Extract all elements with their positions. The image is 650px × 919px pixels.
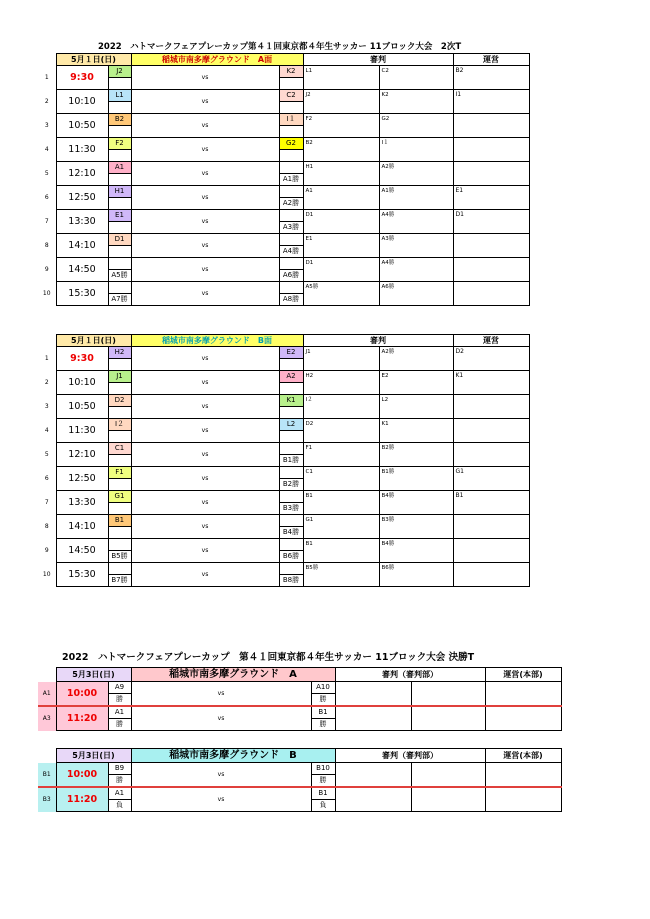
referee-1 — [335, 682, 411, 707]
vs-label: vs — [131, 186, 279, 210]
referee-2 — [411, 763, 485, 788]
referee-header: 審判 — [303, 335, 453, 347]
management-header: 運営(本部) — [485, 749, 561, 763]
referee-2 — [411, 787, 485, 812]
management-header: 運営(本部) — [485, 668, 561, 682]
away-team-winner — [279, 102, 303, 114]
ground-name: 稲城市南多摩グラウンド B面 — [131, 335, 303, 347]
ground-name: 稲城市南多摩グラウンド A面 — [131, 54, 303, 66]
match-row — [38, 347, 529, 359]
home-team-winner — [108, 126, 131, 138]
referee-2 — [411, 706, 485, 731]
away-team-winner: B2勝 — [279, 479, 303, 491]
home-slot: A1 — [108, 787, 131, 800]
management-team — [453, 282, 529, 306]
vs-label: vs — [131, 162, 279, 186]
management-team — [453, 515, 529, 539]
vs-label: vs — [131, 371, 279, 395]
away-team — [279, 282, 303, 294]
away-team — [279, 515, 303, 527]
referee-1: C1 — [303, 467, 379, 491]
home-team: I２ — [108, 419, 131, 431]
match-number: 1 — [44, 74, 49, 81]
match-number: 7 — [44, 218, 49, 225]
page-title-group-stage: 2022 ハトマークフェアプレーカップ第４１回東京都４年生サッカー 11ブロック大会 2次T — [98, 42, 462, 52]
vs-label: vs — [131, 467, 279, 491]
away-team-winner: A3勝 — [279, 222, 303, 234]
match-row — [38, 258, 529, 270]
home-team-winner — [108, 479, 131, 491]
management-team — [453, 563, 529, 587]
management-team — [485, 682, 561, 707]
match-row — [38, 162, 529, 174]
row-number-spacer — [38, 54, 56, 66]
away-team-winner: B8勝 — [279, 575, 303, 587]
away-team-winner: A6勝 — [279, 270, 303, 282]
home-team: B2 — [108, 114, 131, 126]
home-team — [108, 258, 131, 270]
kickoff-time: 15:30 — [56, 563, 108, 587]
kickoff-time: 10:00 — [56, 763, 108, 788]
away-team: L2 — [279, 419, 303, 431]
kickoff-time: 10:10 — [56, 371, 108, 395]
kickoff-time: 14:50 — [56, 539, 108, 563]
referee-1: H2 — [303, 371, 379, 395]
management-team — [485, 787, 561, 812]
referee-2: B3勝 — [379, 515, 453, 539]
match-code: B3 — [38, 787, 56, 812]
away-team: E2 — [279, 347, 303, 359]
management-team: G1 — [453, 467, 529, 491]
away-team — [279, 186, 303, 198]
match-row — [38, 371, 529, 383]
management-team: B1 — [453, 491, 529, 515]
row-number-spacer — [38, 335, 56, 347]
row-number-spacer — [38, 668, 56, 682]
match-row — [38, 419, 529, 431]
vs-label: vs — [131, 491, 279, 515]
away-result: 勝 — [311, 694, 335, 707]
management-team — [485, 706, 561, 731]
vs-label: vs — [131, 210, 279, 234]
match-row — [38, 66, 529, 78]
management-team: K1 — [453, 371, 529, 395]
referee-header: 審判 — [303, 54, 453, 66]
away-team-winner: B1勝 — [279, 455, 303, 467]
vs-label: vs — [131, 763, 311, 788]
match-number: 10 — [42, 290, 51, 297]
management-team: D2 — [453, 347, 529, 371]
home-team — [108, 282, 131, 294]
referee-1: F2 — [303, 114, 379, 138]
away-team — [279, 162, 303, 174]
away-result: 勝 — [311, 719, 335, 731]
vs-label: vs — [131, 66, 279, 90]
referee-2: K2 — [379, 90, 453, 114]
management-header: 運営 — [453, 54, 529, 66]
referee-1: J2 — [303, 90, 379, 114]
home-team: L1 — [108, 90, 131, 102]
match-number: 6 — [44, 194, 49, 201]
away-team — [279, 539, 303, 551]
match-row — [38, 515, 529, 527]
home-team: J2 — [108, 66, 131, 78]
home-team: E1 — [108, 210, 131, 222]
management-team: I1 — [453, 90, 529, 114]
match-date: 5月１日(日) — [56, 335, 131, 347]
home-team — [108, 539, 131, 551]
management-team — [453, 138, 529, 162]
kickoff-time: 12:10 — [56, 162, 108, 186]
kickoff-time: 10:50 — [56, 395, 108, 419]
kickoff-time: 15:30 — [56, 282, 108, 306]
away-slot: B1 — [311, 706, 335, 719]
away-team-winner: B3勝 — [279, 503, 303, 515]
kickoff-time: 13:30 — [56, 491, 108, 515]
referee-1: D1 — [303, 258, 379, 282]
kickoff-time: 12:50 — [56, 186, 108, 210]
match-number: 5 — [44, 170, 49, 177]
away-team-winner — [279, 150, 303, 162]
home-team: G1 — [108, 491, 131, 503]
match-number: 3 — [44, 122, 49, 129]
kickoff-time: 14:10 — [56, 515, 108, 539]
home-team-winner — [108, 503, 131, 515]
match-date: 5月3日(日) — [56, 668, 131, 682]
home-result: 勝 — [108, 775, 131, 788]
away-slot: A10 — [311, 682, 335, 694]
home-result: 勝 — [108, 719, 131, 731]
away-team-winner: A8勝 — [279, 294, 303, 306]
match-number: 7 — [44, 499, 49, 506]
match-row — [38, 539, 529, 551]
referee-1 — [335, 763, 411, 788]
kickoff-time: 11:20 — [56, 706, 108, 731]
referee-2: B4勝 — [379, 491, 453, 515]
kickoff-time: 11:20 — [56, 787, 108, 812]
management-team: E1 — [453, 186, 529, 210]
kickoff-time: 9:30 — [56, 66, 108, 90]
home-team: B1 — [108, 515, 131, 527]
referee-2: K1 — [379, 419, 453, 443]
match-number: 2 — [44, 98, 49, 105]
home-team-winner — [108, 455, 131, 467]
management-team — [453, 258, 529, 282]
kickoff-time: 14:50 — [56, 258, 108, 282]
page-title-finals: 2022 ハトマークフェアプレーカップ 第４１回東京都４年生サッカー 11ブロック大会 決勝T — [62, 652, 475, 663]
kickoff-time: 12:10 — [56, 443, 108, 467]
management-team — [453, 419, 529, 443]
referee-1: A1 — [303, 186, 379, 210]
match-row — [38, 90, 529, 102]
vs-label: vs — [131, 347, 279, 371]
management-team — [453, 114, 529, 138]
kickoff-time: 11:30 — [56, 138, 108, 162]
match-row — [38, 138, 529, 150]
vs-label: vs — [131, 539, 279, 563]
away-team — [279, 563, 303, 575]
match-row — [38, 491, 529, 503]
ground-name: 稲城市南多摩グラウンド B — [131, 749, 335, 763]
vs-label: vs — [131, 706, 311, 731]
referee-1: F1 — [303, 443, 379, 467]
referee-1: B5勝 — [303, 563, 379, 587]
away-team-winner: A4勝 — [279, 246, 303, 258]
home-team — [108, 563, 131, 575]
management-team — [453, 395, 529, 419]
vs-label: vs — [131, 563, 279, 587]
away-team-winner — [279, 431, 303, 443]
match-number: 2 — [44, 379, 49, 386]
home-slot: A9 — [108, 682, 131, 694]
kickoff-time: 13:30 — [56, 210, 108, 234]
match-row — [38, 186, 529, 198]
home-team-winner — [108, 246, 131, 258]
match-number: 10 — [42, 571, 51, 578]
vs-label: vs — [131, 443, 279, 467]
management-team: D1 — [453, 210, 529, 234]
away-team: G2 — [279, 138, 303, 150]
referee-1: J1 — [303, 347, 379, 371]
referee-2: B1勝 — [379, 467, 453, 491]
vs-label: vs — [131, 787, 311, 812]
referee-1: E1 — [303, 234, 379, 258]
vs-label: vs — [131, 515, 279, 539]
vs-label: vs — [131, 138, 279, 162]
referee-2: A1勝 — [379, 186, 453, 210]
management-team — [453, 539, 529, 563]
schedule-table-ground-b — [38, 334, 530, 587]
home-team-winner — [108, 222, 131, 234]
match-number: 4 — [44, 146, 49, 153]
home-team-winner — [108, 198, 131, 210]
referee-1: H1 — [303, 162, 379, 186]
match-date: 5月１日(日) — [56, 54, 131, 66]
away-team — [279, 491, 303, 503]
referee-header: 審判（審判部） — [335, 668, 485, 682]
match-number: 4 — [44, 427, 49, 434]
finals-table-ground-b — [38, 748, 562, 812]
match-row — [38, 395, 529, 407]
home-slot: B9 — [108, 763, 131, 775]
match-number: 5 — [44, 451, 49, 458]
home-team-winner — [108, 150, 131, 162]
home-result: 負 — [108, 800, 131, 812]
management-team — [453, 162, 529, 186]
referee-2: A2勝 — [379, 162, 453, 186]
referee-2: A3勝 — [379, 234, 453, 258]
home-team-winner — [108, 407, 131, 419]
ground-name: 稲城市南多摩グラウンド A — [131, 668, 335, 682]
match-code: A3 — [38, 706, 56, 731]
referee-1: B1 — [303, 539, 379, 563]
referee-1 — [335, 706, 411, 731]
home-team: F1 — [108, 467, 131, 479]
referee-header: 審判（審判部） — [335, 749, 485, 763]
finals-table-ground-a — [38, 667, 562, 731]
home-team-winner — [108, 102, 131, 114]
kickoff-time: 11:30 — [56, 419, 108, 443]
referee-1: B2 — [303, 138, 379, 162]
referee-1 — [335, 787, 411, 812]
home-team-winner: A7勝 — [108, 294, 131, 306]
match-row — [38, 114, 529, 126]
match-row — [38, 467, 529, 479]
match-number: 6 — [44, 475, 49, 482]
away-slot: B1 — [311, 787, 335, 800]
match-number: 8 — [44, 523, 49, 530]
away-team-winner: B6勝 — [279, 551, 303, 563]
home-team: H2 — [108, 347, 131, 359]
referee-2: L2 — [379, 395, 453, 419]
home-team-winner — [108, 383, 131, 395]
referee-1: G1 — [303, 515, 379, 539]
referee-2: B6勝 — [379, 563, 453, 587]
kickoff-time: 12:50 — [56, 467, 108, 491]
vs-label: vs — [131, 114, 279, 138]
referee-1: B1 — [303, 491, 379, 515]
away-team — [279, 443, 303, 455]
home-team: F2 — [108, 138, 131, 150]
home-result: 勝 — [108, 694, 131, 707]
management-header: 運営 — [453, 335, 529, 347]
home-team: D1 — [108, 234, 131, 246]
referee-2: A4勝 — [379, 210, 453, 234]
away-team: I１ — [279, 114, 303, 126]
schedule-table-ground-a — [38, 53, 530, 306]
home-slot: A1 — [108, 706, 131, 719]
away-team-winner: A2勝 — [279, 198, 303, 210]
management-team — [453, 443, 529, 467]
vs-label: vs — [131, 419, 279, 443]
away-team — [279, 258, 303, 270]
kickoff-time: 10:10 — [56, 90, 108, 114]
home-team-winner — [108, 431, 131, 443]
away-team-winner — [279, 383, 303, 395]
home-team-winner — [108, 174, 131, 186]
away-result: 負 — [311, 800, 335, 812]
management-team — [485, 763, 561, 788]
away-team — [279, 467, 303, 479]
referee-2: C2 — [379, 66, 453, 90]
vs-label: vs — [131, 234, 279, 258]
vs-label: vs — [131, 282, 279, 306]
home-team-winner: B7勝 — [108, 575, 131, 587]
referee-2: A4勝 — [379, 258, 453, 282]
away-result: 勝 — [311, 775, 335, 788]
away-team-winner: A1勝 — [279, 174, 303, 186]
home-team-winner — [108, 527, 131, 539]
match-number: 3 — [44, 403, 49, 410]
home-team: J1 — [108, 371, 131, 383]
referee-1: L1 — [303, 66, 379, 90]
home-team-winner — [108, 359, 131, 371]
referee-1: A5勝 — [303, 282, 379, 306]
management-team — [453, 234, 529, 258]
away-team: A2 — [279, 371, 303, 383]
match-number: 9 — [44, 266, 49, 273]
kickoff-time: 14:10 — [56, 234, 108, 258]
referee-2: I１ — [379, 138, 453, 162]
kickoff-time: 9:30 — [56, 347, 108, 371]
match-number: 8 — [44, 242, 49, 249]
referee-2: A6勝 — [379, 282, 453, 306]
match-row — [38, 563, 529, 575]
away-team-winner — [279, 359, 303, 371]
away-team-winner — [279, 78, 303, 90]
away-team-winner: B4勝 — [279, 527, 303, 539]
vs-label: vs — [131, 395, 279, 419]
referee-1: D2 — [303, 419, 379, 443]
row-number-spacer — [38, 749, 56, 763]
kickoff-time: 10:00 — [56, 682, 108, 707]
match-row — [38, 210, 529, 222]
match-code: B1 — [38, 763, 56, 788]
referee-2: G2 — [379, 114, 453, 138]
match-row — [38, 282, 529, 294]
home-team-winner: B5勝 — [108, 551, 131, 563]
away-team — [279, 210, 303, 222]
away-team: C2 — [279, 90, 303, 102]
away-slot: B10 — [311, 763, 335, 775]
away-team-winner — [279, 126, 303, 138]
match-number: 9 — [44, 547, 49, 554]
home-team: H1 — [108, 186, 131, 198]
referee-1: D1 — [303, 210, 379, 234]
vs-label: vs — [131, 682, 311, 707]
match-row — [38, 234, 529, 246]
home-team-winner — [108, 78, 131, 90]
away-team-winner — [279, 407, 303, 419]
home-team: A1 — [108, 162, 131, 174]
referee-2: B4勝 — [379, 539, 453, 563]
vs-label: vs — [131, 258, 279, 282]
match-row — [38, 443, 529, 455]
away-team: K2 — [279, 66, 303, 78]
home-team: D2 — [108, 395, 131, 407]
referee-2 — [411, 682, 485, 707]
home-team: C1 — [108, 443, 131, 455]
referee-2: B2勝 — [379, 443, 453, 467]
referee-2: A2勝 — [379, 347, 453, 371]
referee-2: E2 — [379, 371, 453, 395]
away-team: K1 — [279, 395, 303, 407]
away-team — [279, 234, 303, 246]
kickoff-time: 10:50 — [56, 114, 108, 138]
management-team: B2 — [453, 66, 529, 90]
match-date: 5月3日(日) — [56, 749, 131, 763]
vs-label: vs — [131, 90, 279, 114]
match-number: 1 — [44, 355, 49, 362]
match-code: A1 — [38, 682, 56, 707]
referee-1: I２ — [303, 395, 379, 419]
home-team-winner: A5勝 — [108, 270, 131, 282]
